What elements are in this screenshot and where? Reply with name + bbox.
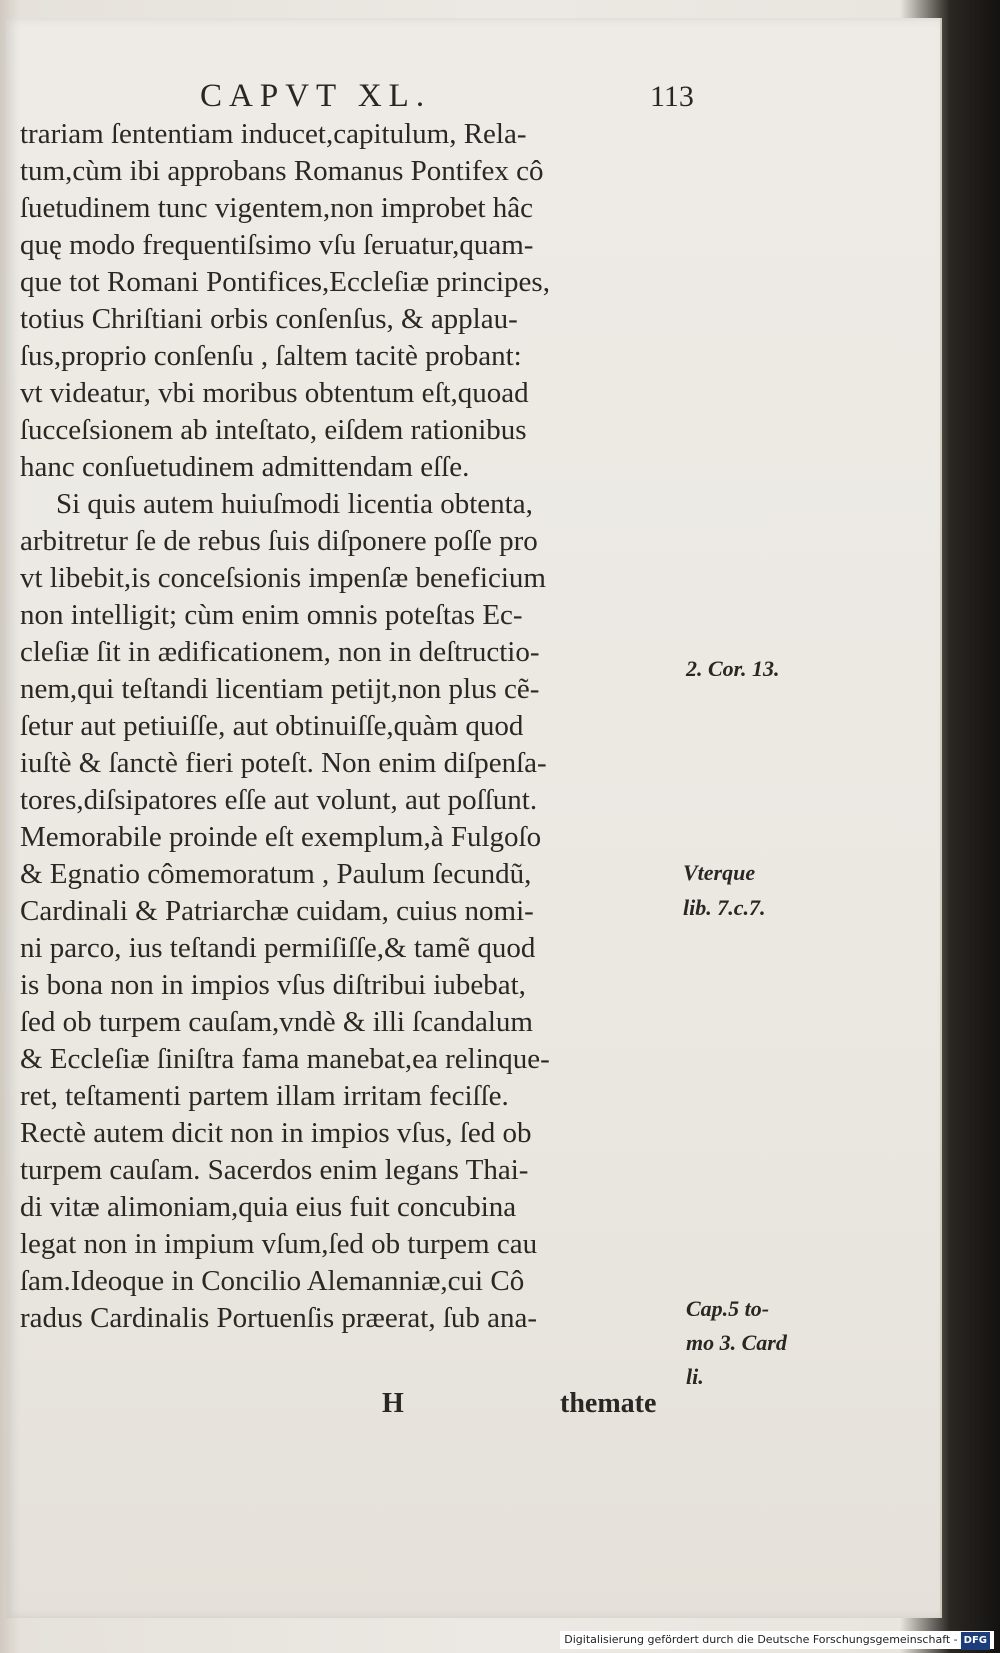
margin-note-vterque: Vterque bbox=[683, 860, 756, 885]
text-line: & Egnatio cômemoratum , Paulum ſecundũ, bbox=[20, 858, 532, 890]
text-line: ſus,proprio conſenſu , ſaltem tacitè probant: bbox=[20, 340, 522, 372]
text-line: non intelligit; cùm enim omnis poteſtas Ec- bbox=[20, 599, 523, 631]
dfg-logo: DFG bbox=[961, 1632, 990, 1650]
text-line: cleſiæ ſit in ædificationem, non in deſtructio- bbox=[20, 636, 540, 668]
text-line: ni parco, ius teſtandi permiſiſſe,& tamẽ quod bbox=[20, 932, 536, 964]
text-line: ſucceſsionem ab inteſtato, eiſdem rationibus bbox=[20, 414, 527, 446]
page-header bbox=[200, 78, 700, 118]
signature-mark: H bbox=[382, 1388, 404, 1419]
text-line: is bona non in impios vſus diſtribui iubebat, bbox=[20, 969, 526, 1001]
text-line: tum,cùm ibi approbans Romanus Pontifex cô bbox=[20, 155, 544, 187]
text-line: ſetur aut petiuiſſe, aut obtinuiſſe,quàm quod bbox=[20, 710, 524, 742]
text-line: Si quis autem huiuſmodi licentia obtenta, bbox=[56, 488, 533, 520]
page-number: 113 bbox=[650, 80, 694, 113]
text-line: quę modo frequentiſsimo vſu ſeruatur,quam- bbox=[20, 229, 534, 261]
text-line: ret, teſtamenti partem illam irritam feciſſe. bbox=[20, 1080, 509, 1112]
running-head: CAPVT XL. bbox=[200, 78, 432, 114]
text-line: di vitæ alimoniam,quia eius fuit concubina bbox=[20, 1191, 517, 1223]
text-line: turpem cauſam. Sacerdos enim legans Thai- bbox=[20, 1154, 529, 1186]
text-line: legat non in impium vſum,ſed ob turpem cau bbox=[20, 1228, 538, 1260]
digitization-credit bbox=[560, 1631, 994, 1649]
text-line: vt libebit,is conceſsionis impenſæ beneficium bbox=[20, 562, 546, 594]
margin-note-cor: 2. Cor. 13. bbox=[686, 656, 780, 681]
text-line: & Eccleſiæ ſiniſtra fama manebat,ea relinque- bbox=[20, 1043, 550, 1075]
credit-text: Digitalisierung gefördert durch die Deutsche Forschungsgemeinschaft - bbox=[564, 1633, 958, 1646]
catchword: themate bbox=[560, 1388, 657, 1419]
text-line: que tot Romani Pontifices,Eccleſiæ principes, bbox=[20, 266, 550, 298]
text-line: Memorabile proinde eſt exemplum,à Fulgoſo bbox=[20, 821, 542, 853]
text-line: vt videatur, vbi moribus obtentum eſt,quoad bbox=[20, 377, 529, 409]
text-line: radus Cardinalis Portuenſis præerat, ſub ana- bbox=[20, 1302, 538, 1334]
margin-note-cap: mo 3. Card bbox=[686, 1330, 787, 1355]
text-line: Cardinali & Patriarchæ cuidam, cuius nomi- bbox=[20, 895, 534, 927]
margin-note-cap: Cap.5 to- bbox=[686, 1296, 770, 1321]
text-line: tores,diſsipatores eſſe aut volunt, aut poſſunt. bbox=[20, 784, 538, 816]
margin-note-lib: lib. 7.c.7. bbox=[683, 895, 766, 920]
text-line: nem,qui teſtandi licentiam petijt,non plus cẽ- bbox=[20, 673, 540, 705]
margin-note-cap: li. bbox=[686, 1364, 704, 1389]
text-line: totius Chriſtiani orbis conſenſus, & applau- bbox=[20, 303, 518, 335]
text-line: hanc conſuetudinem admittendam eſſe. bbox=[20, 451, 470, 483]
text-line: arbitretur ſe de rebus ſuis diſponere poſſe pro bbox=[20, 525, 538, 557]
text-line: ſam.Ideoque in Concilio Alemanniæ,cui Cô bbox=[20, 1265, 525, 1297]
text-line: ſuetudinem tunc vigentem,non improbet hâc bbox=[20, 192, 534, 224]
text-line: ſed ob turpem cauſam,vndè & illi ſcandalum bbox=[20, 1006, 533, 1038]
text-line: Rectè autem dicit non in impios vſus, ſed ob bbox=[20, 1117, 532, 1149]
text-line: trariam ſententiam inducet,capitulum, Rela- bbox=[20, 118, 527, 150]
text-line: iuſtè & ſanctè fieri poteſt. Non enim diſpenſa- bbox=[20, 747, 547, 779]
